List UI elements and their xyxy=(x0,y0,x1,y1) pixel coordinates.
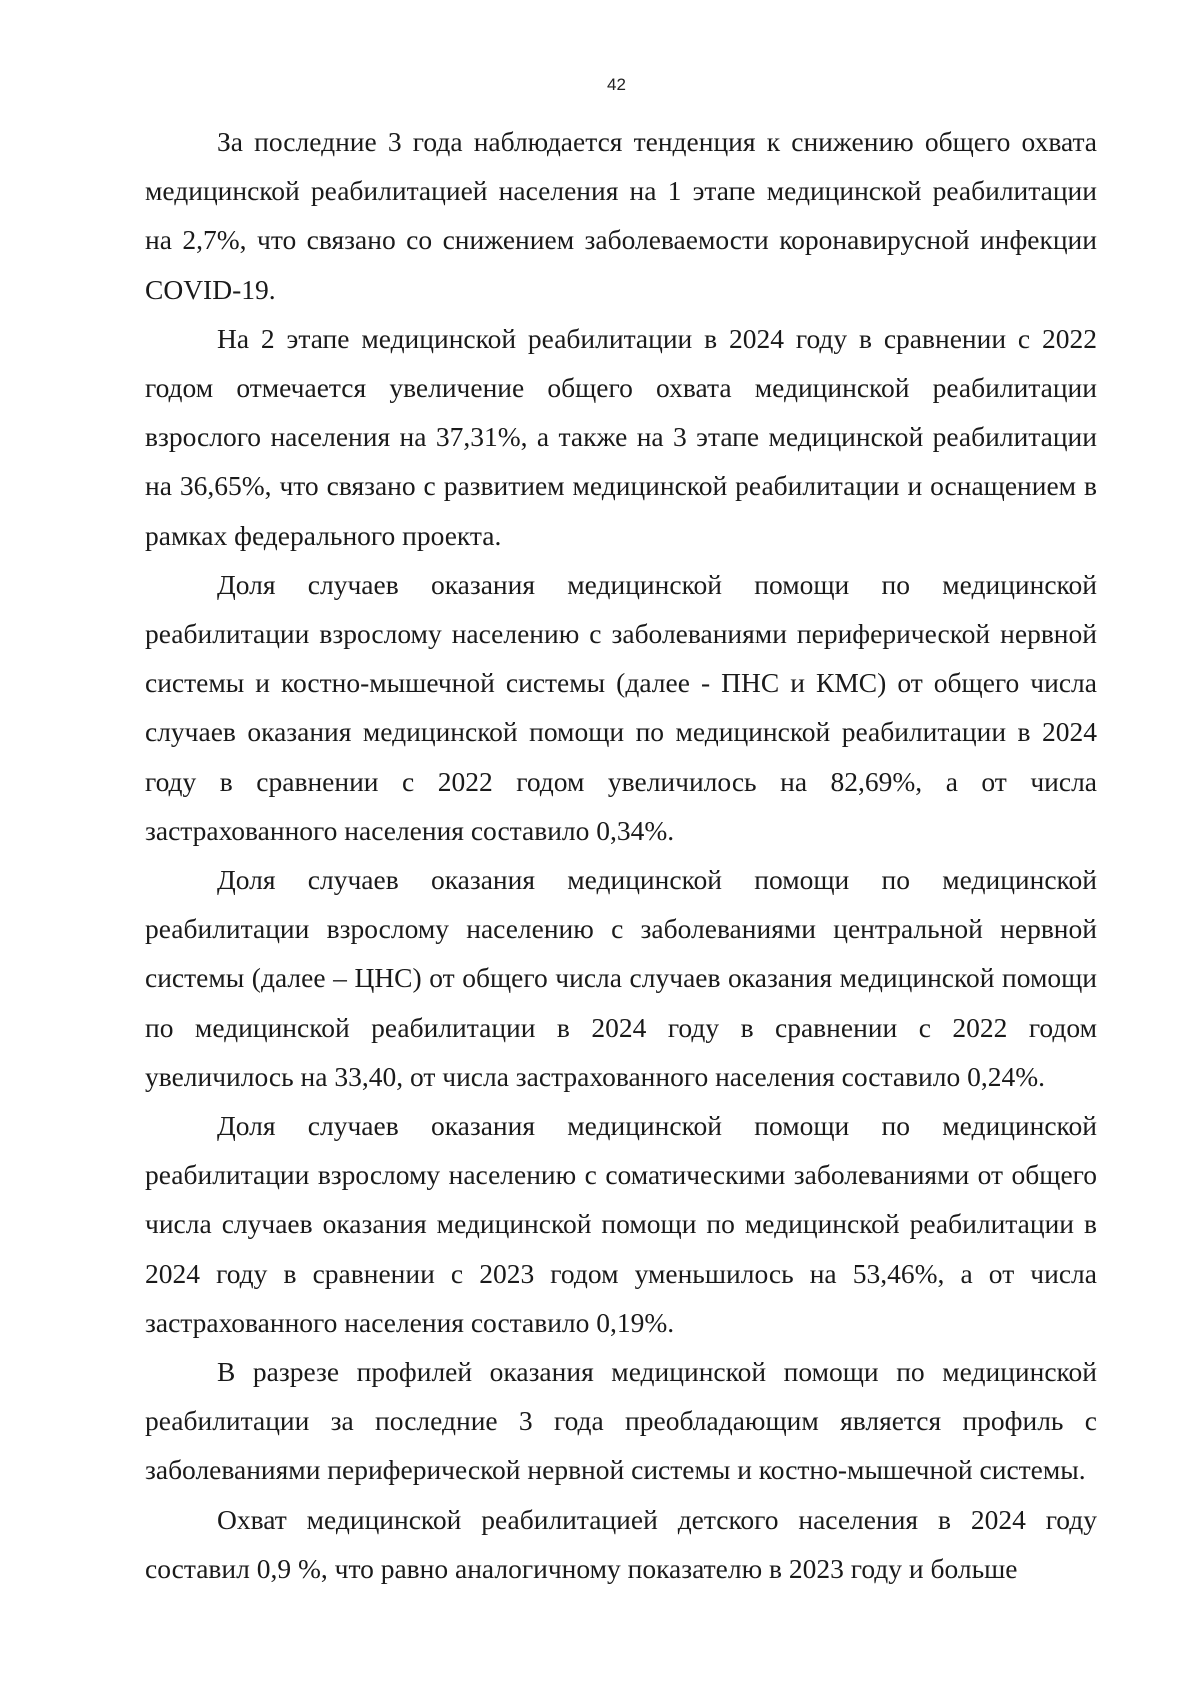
paragraph-stage1-trend: За последние 3 года наблюдается тенденция к снижению общего охвата медицинской реабилитацией населения на 1 этапе медицинской реабилитации на 2,7%, что связано со снижением заболеваемости коронавирусной инфекции COVID-19. xyxy=(145,126,1097,305)
paragraph-somatic-share: Доля случаев оказания медицинской помощи по медицинской реабилитации взрослому населению с соматическими заболеваниями от общего числа случаев оказания медицинской помощи по медицинской реабилитации в 2024 году в сравнении с 2023 годом уменьшилось на 53,46%, а от числа застрахованного населения составило 0,19%. xyxy=(145,1110,1097,1338)
paragraph-predominant-profile: В разрезе профилей оказания медицинской помощи по медицинской реабилитации за последние 3 года преобладающим является профиль с заболеваниями периферической нервной системы и костно-мышечной системы. xyxy=(145,1356,1097,1486)
document-body xyxy=(145,117,1097,1593)
paragraph-stage2-3-coverage: На 2 этапе медицинской реабилитации в 2024 году в сравнении с 2022 годом отмечается увеличение общего охвата медицинской реабилитации взрослого населения на 37,31%, а также на 3 этапе медицинской реабилитации на 36,65%, что связано с развитием медицинской реабилитации и оснащением в рамках федерального проекта. xyxy=(145,322,1097,551)
paragraph-children-coverage: Охват медицинской реабилитацией детского населения в 2024 году составил 0,9 %, что равно аналогичному показателю в 2023 году и больше xyxy=(145,1503,1097,1584)
paragraph-pns-kms-share: Доля случаев оказания медицинской помощи по медицинской реабилитации взрослому населению с заболеваниями периферической нервной системы и костно-мышечной системы (далее - ПНС и КМС) от общего числа случаев оказания медицинской помощи по медицинской реабилитации в 2024 году в сравнении с 2022 годом увеличилось на 82,69%, а от числа застрахованного населения составило 0,34%. xyxy=(145,568,1097,846)
paragraph-cns-share: Доля случаев оказания медицинской помощи по медицинской реабилитации взрослому населению с заболеваниями центральной нервной системы (далее – ЦНС) от общего числа случаев оказания медицинской помощи по медицинской реабилитации в 2024 году в сравнении с 2022 годом увеличилось на 33,40, от числа застрахованного населения составило 0,24%. xyxy=(145,864,1097,1092)
page-number: 42 xyxy=(607,75,626,94)
